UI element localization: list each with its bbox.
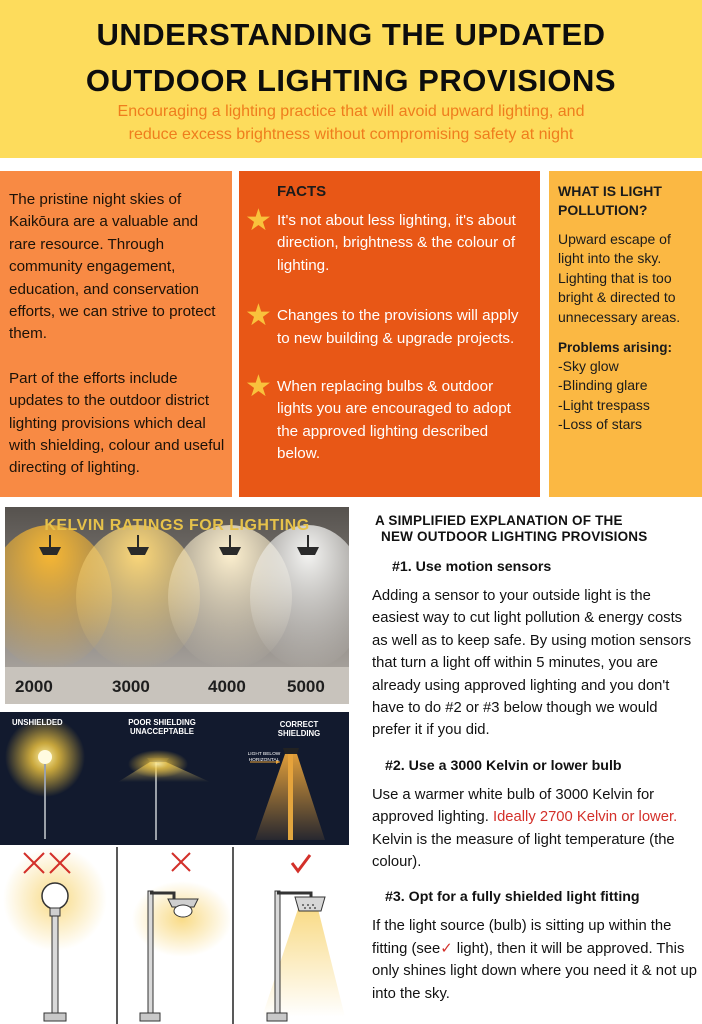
- title-line-1: UNDERSTANDING THE UPDATED: [96, 17, 606, 52]
- star-icon: ★: [245, 204, 272, 237]
- light-pollution-definition: Upward escape of light into the sky. Lighting that is too bright & directed to unnecessary areas.: [558, 231, 681, 325]
- label-unshielded: UNSHIELDED: [12, 718, 63, 727]
- globe-lamp: [42, 883, 68, 909]
- intro-box: [0, 171, 232, 497]
- step-1-title: #1. Use motion sensors: [392, 559, 552, 575]
- facts-heading: FACTS: [277, 183, 327, 200]
- light-pollution-heading: WHAT IS LIGHT POLLUTION?: [558, 183, 662, 218]
- subtitle-line-2: reduce excess brightness without compromising safety at night: [128, 126, 574, 143]
- shielding-comparison-panel: [0, 712, 349, 845]
- step-2-title: #2. Use a 3000 Kelvin or lower bulb: [385, 757, 622, 774]
- fact-text: Changes to the provisions will apply to new building & upgrade projects.: [277, 307, 519, 347]
- problem-item: -Sky glow: [558, 358, 619, 375]
- problem-item: -Loss of stars: [558, 416, 643, 433]
- star-icon: ★: [245, 299, 272, 333]
- fact-item: [245, 204, 530, 277]
- label-correct-line-2: SHIELDING: [277, 729, 321, 738]
- fact-text: When replacing bulbs & outdoor lights you are encouraged to adopt the approved lighting described below.: [277, 378, 511, 463]
- kelvin-label-3000: 3000: [112, 677, 150, 696]
- step-3-text: [372, 915, 702, 1005]
- kelvin-ratings-panel: [5, 507, 349, 704]
- step-3-title: #3. Opt for a fully shielded light fitting: [385, 889, 640, 906]
- step-3-text-b: light), then it will be approved. This only shines light down where you need it & not up into the sky.: [372, 940, 697, 1002]
- light-fittings-illustration: [0, 847, 349, 1024]
- label-poor-line-1: POOR SHIELDING: [128, 718, 196, 727]
- fact-item: [245, 370, 530, 466]
- kelvin-title: KELVIN RATINGS FOR LIGHTING: [44, 517, 310, 534]
- step-2-text-b: Kelvin is the measure of light temperature (the colour).: [372, 831, 675, 871]
- problem-item: -Light trespass: [558, 396, 650, 413]
- problems-heading: Problems arising:: [558, 340, 673, 356]
- label-correct-shielding: [262, 720, 336, 738]
- label-correct-line-1: CORRECT: [279, 720, 319, 729]
- explanation-heading: [375, 513, 702, 545]
- kelvin-lamps-illustration: [5, 507, 349, 704]
- fact-item: [245, 299, 530, 350]
- note-line-2: HORIZONTAL: [248, 757, 280, 763]
- kelvin-label-2000: 2000: [15, 677, 53, 696]
- intro-paragraph-2: Part of the efforts include updates to the outdoor district lighting provisions which deal with shielding, colour and useful directing of lighting.: [9, 369, 225, 477]
- light-fitting-illustration-panel: [0, 847, 349, 1024]
- step-2-text-highlight: Ideally 2700 Kelvin or lower.: [492, 809, 678, 826]
- header-banner: [0, 0, 702, 158]
- explanation-column: [372, 513, 702, 1005]
- kelvin-label-5000: 5000: [287, 677, 325, 696]
- title-line-2: OUTDOOR LIGHTING PROVISIONS: [85, 63, 617, 98]
- problem-item: -Blinding glare: [558, 377, 648, 394]
- page-subtitle: [20, 100, 682, 146]
- explanation-heading-line-1: A SIMPLIFIED EXPLANATION OF THE: [375, 513, 623, 528]
- fact-text: It's not about less lighting, it's about direction, brightness & the colour of lighting.: [277, 212, 516, 274]
- explanation-heading-line-2: NEW OUTDOOR LIGHTING PROVISIONS: [381, 529, 648, 544]
- label-light-below-horizontal: [244, 752, 284, 763]
- step-2-text-a: Use a warmer white bulb of 3000 Kelvin for approved lighting.: [372, 786, 655, 826]
- step-1-text: Adding a sensor to your outside light is the easiest way to cut light pollution & energy costs as well as to keep safe. By using motion sensors that turn a light off within 5 minutes, you are already using approved lighting and you don't have to do #2 or #3 below though we would prefer it if you did.: [372, 588, 692, 739]
- poor-shield-light-rays: [132, 881, 232, 957]
- kelvin-label-4000: 4000: [208, 677, 246, 696]
- exposed-bulb: [174, 905, 192, 917]
- intro-paragraph-1: The pristine night skies of Kaikōura are a valuable and rare resource. Through community engagement, education, and conservation efforts, we can strive to protect them.: [9, 191, 216, 343]
- star-icon: ★: [245, 370, 272, 404]
- label-poor-shielding: [122, 718, 202, 736]
- label-poor-line-2: UNACCEPTABLE: [130, 727, 194, 736]
- check-icon: ✓: [440, 940, 453, 957]
- facts-box: [239, 171, 540, 497]
- step-3-text-a: If the light source (bulb) is sitting up within the fitting (see: [372, 918, 672, 957]
- problems-list: [558, 357, 696, 435]
- subtitle-line-1: Encouraging a lighting practice that will avoid upward lighting, and: [117, 103, 585, 120]
- step-2-text: [372, 784, 702, 874]
- light-pollution-box: [549, 171, 702, 497]
- note-line-1: LIGHT BELOW: [247, 752, 281, 757]
- page-title: [0, 12, 702, 104]
